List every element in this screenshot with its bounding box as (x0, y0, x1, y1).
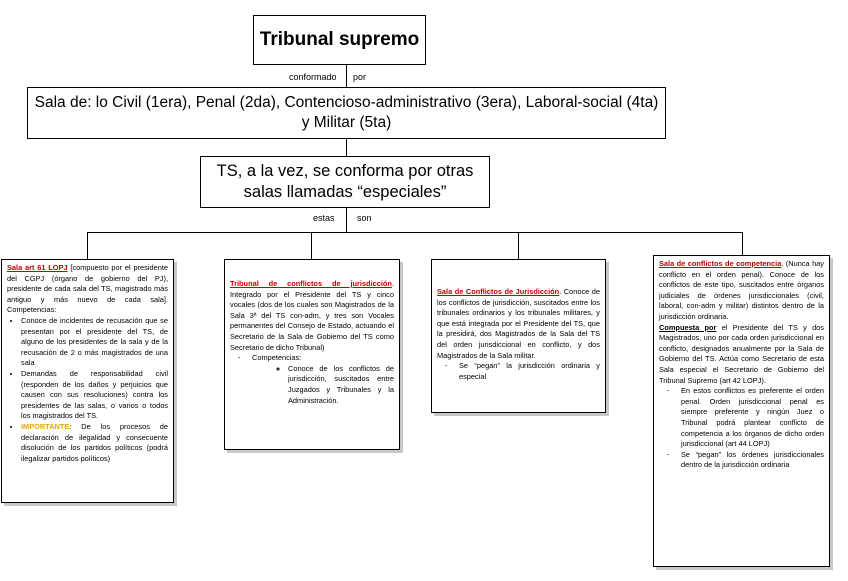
connector-title-salas (346, 65, 347, 87)
connector-label-por: por (353, 72, 367, 82)
leaf2-heading: Tribunal de conflictos de jurisdicción (230, 279, 392, 288)
node-salas-especiales (200, 156, 490, 208)
connector-label-son: son (357, 213, 372, 223)
especiales-line-2: salas llamadas “especiales” (243, 183, 447, 201)
branch-drop-3 (518, 232, 519, 259)
leaf1-item-3-text: : De los procesos de declaración de ilegalidad y consecuente disolución de los partidos políticos (podrá ilegalizar partidos políticos) (21, 421, 168, 463)
connector-label-estas: estas (313, 213, 335, 223)
connector-salas-especiales (346, 139, 347, 156)
leaf4-dash-1: - En estos conflictos es preferente el orden penal. Orden jurisdiccional penal es siempre preferente y ningún Juez o Tribunal podrá plantear conflicto de competencia a los órganos de dicho orden jurisdiccional (art 44 LOPJ) (681, 386, 824, 450)
leaf4-intro-text: . (Nunca hay conflicto en el orden penal). Conoce de los conflictos de este tipo, suscitados entre órganos judiciales de órdenes jurisdiccionales (civil, laboral, con-adm y militar) distintos dentro de la jurisdicción ordinaria. (659, 259, 824, 321)
especiales-line-1: TS, a la vez, se conforma por otras (216, 162, 474, 180)
leaf3-intro (437, 287, 600, 361)
node-salas (27, 87, 666, 139)
leaf4-heading: Sala de conflictos de competencia (659, 259, 782, 268)
leaf4-list (659, 386, 824, 471)
leaf2-dash-1: - Competencias: (252, 353, 394, 364)
leaf1-importante: IMPORTANTE (21, 421, 70, 431)
leaf1-intro-text: [compuesto por el presidente del CGPJ (órgano de gobierno del PJ), presidente de cada sala del TS, magistrado más antiguo y más nuevo de cada sala]. Competencias: (7, 263, 168, 315)
node-sala-conflictos-jurisdiccion (431, 259, 606, 413)
node-tribunal-supremo (253, 15, 426, 65)
leaf4-dash-2: - Se “pegan” los órdenes jurisdiccionales dentro de la jurisdicción ordinaria (681, 450, 824, 471)
node-sala-art-61 (1, 259, 174, 503)
leaf3-dash-1: - Se “pegan” la jurisdicción ordinaria y especial (459, 361, 600, 382)
node-tribunal-conflictos-jurisdiccion (224, 259, 400, 450)
node-especiales-text (217, 161, 474, 203)
leaf2-intro-text: . Integrado por el Presidente del TS y cinco vocales (dos de los cuales son Magistrados de la Sala 3ª del TS con-adm, y tres son Vocales permanentes del Consejo de Estado, actuando el Secretario de la Sala de Gobierno del TS como Secretario de dicho Tribunal) (230, 279, 394, 352)
leaf2-list (230, 353, 394, 364)
branch-drop-4 (742, 232, 743, 255)
leaf4-compuesta (659, 323, 824, 387)
leaf1-item-2: • Demandas de responsabilidad civil (responden de los daños y perjuicios que causen con sus resoluciones) contra los presidentes de las salas, o varios o todos los magistrados del TS. (21, 369, 168, 422)
leaf2-sublist (230, 364, 394, 406)
leaf1-item-3 (21, 422, 168, 464)
branch-drop-2 (311, 232, 312, 259)
connector-label-conformado: conformado (289, 72, 337, 82)
branch-bus (87, 232, 743, 233)
leaf2-intro (230, 279, 394, 353)
leaf4-compuesta-text: el Presidente del TS y dos Magistrados, uno por cada orden jurisdiccional en conflicto, designados anualmente por la Sala de Gobierno del TS. Actúa como Secretario de esta Sala especial el Secretario de Gobierno del Tribunal Supremo (art 42 LOPJ). (659, 322, 824, 385)
connector-especiales-bus (346, 208, 347, 232)
leaf3-heading: Sala de Conflictos de Jurisdicción (437, 287, 560, 296)
leaf3-intro-text: . Conoce de los conflictos de jurisdicción, suscitados entre los tribunales ordinarios y los tribunales militares, y que está integrada por el Presidente del TS, que la presidirá, dos Magistrados de la Sala del TS del orden jurisdiccional en conflicto, y dos Magistrados de la Sala militar. (437, 287, 600, 360)
node-salas-text (35, 93, 659, 133)
branch-drop-1 (87, 232, 88, 259)
node-title-text: Tribunal supremo (259, 29, 420, 50)
leaf1-list (7, 316, 168, 464)
leaf4-compuesta-label: Compuesta por (659, 322, 717, 332)
leaf4-intro (659, 259, 824, 323)
leaf1-item-1: • Conoce de incidentes de recusación que se presentan por el presidente del TS, de alguno de los presidentes de la sala y de la recusación de 2 o más magistrados de una sala (21, 316, 168, 369)
node-sala-conflictos-competencia (653, 255, 830, 567)
salas-line-2: y Militar (5ta) (301, 114, 392, 131)
leaf2-sub-1: ◦ Conoce de los conflictos de jurisdicción, suscitados entre Juzgados y Tribunales y la Administración. (288, 364, 394, 406)
salas-line-1: Sala de: lo Civil (1era), Penal (2da), Contencioso-administrativo (3era), Laboral-social (4ta) (34, 94, 659, 111)
leaf1-intro (7, 263, 168, 316)
leaf3-list (437, 361, 600, 382)
leaf1-heading: Sala art 61 LOPJ (7, 263, 68, 272)
